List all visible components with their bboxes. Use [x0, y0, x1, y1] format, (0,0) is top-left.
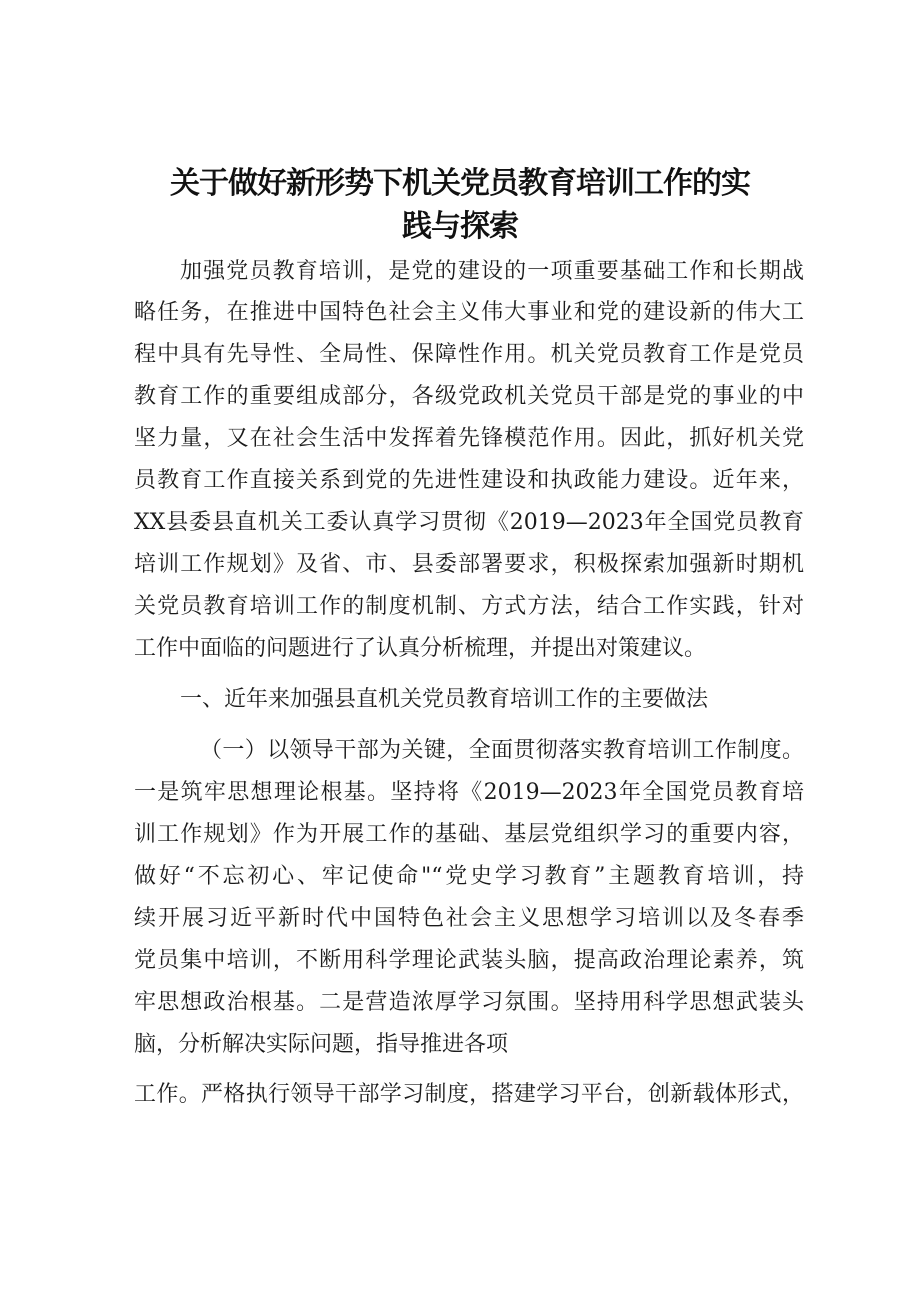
subsection-line: 续开展习近平新时代中国特色社会主义思想学习培训以及冬春季: [134, 906, 804, 931]
subsection-line: （一）以领导干部为关键，全面贯彻落实教育培训工作制度。: [200, 738, 804, 763]
intro-line: 略任务，在推进中国特色社会主义伟大事业和党的建设新的伟大工: [134, 300, 804, 325]
intro-line: 加强党员教育培训，是党的建设的一项重要基础工作和长期战: [180, 259, 804, 284]
subsection-line: 一是筑牢思想理论根基。坚持将《2019—2023年全国党员教育培: [134, 780, 804, 805]
intro-line: 关党员教育培训工作的制度机制、方式方法，结合工作实践，针对: [134, 594, 804, 619]
intro-line: 教育工作的重要组成部分，各级党政机关党员干部是党的事业的中: [134, 384, 804, 409]
subsection-line: 牢思想政治根基。二是营造浓厚学习氛围。坚持用科学思想武装头: [134, 990, 804, 1015]
subsection-line: 党员集中培训，不断用科学理论武装头脑，提高政治理论素养，筑: [134, 948, 804, 973]
intro-line: 培训工作规划》及省、市、县委部署要求，积极探索加强新时期机: [134, 552, 804, 577]
subsection-line: 做好“不忘初心、牢记使命"“党史学习教育”主题教育培训，持: [134, 864, 804, 889]
intro-line: XX县委县直机关工委认真学习贯彻《2019—2023年全国党员教育: [134, 510, 804, 535]
subsection-line: 脑，分析解决实际问题，指导推进各项: [134, 1032, 509, 1057]
intro-line: 工作中面临的问题进行了认真分析梳理，并提出对策建议。: [134, 636, 707, 661]
section-heading: 一、近年来加强县直机关党员教育培训工作的主要做法: [180, 687, 709, 712]
intro-line: 员教育工作直接关系到党的先进性建设和执政能力建设。近年来，: [134, 468, 804, 493]
document-title-line-1: 关于做好新形势下机关党员教育培训工作的实: [170, 166, 750, 201]
intro-line: 坚力量，又在社会生活中发挥着先锋模范作用。因此，抓好机关党: [134, 426, 804, 451]
continuation-line: 工作。严格执行领导干部学习制度，搭建学习平台，创新载体形式，: [134, 1082, 804, 1107]
intro-line: 程中具有先导性、全局性、保障性作用。机关党员教育工作是党员: [134, 342, 804, 367]
subsection-line: 训工作规划》作为开展工作的基础、基层党组织学习的重要内容，: [134, 822, 804, 847]
document-title-line-2: 践与探索: [402, 209, 518, 244]
